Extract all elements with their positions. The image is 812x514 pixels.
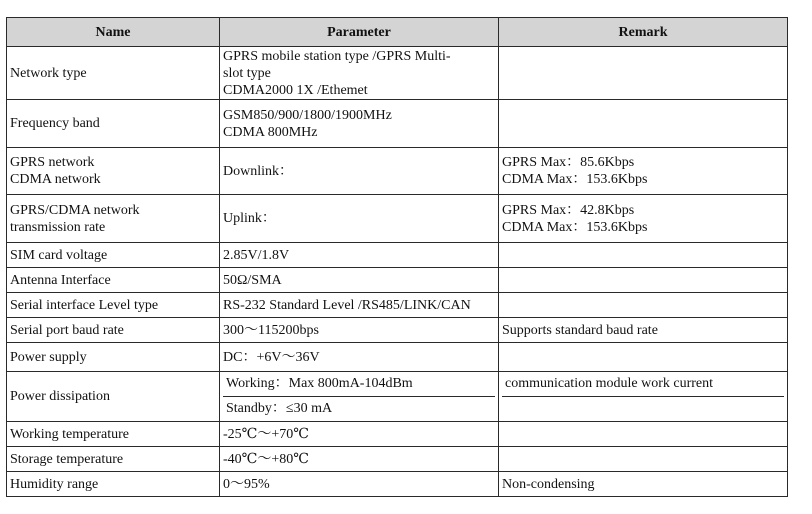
name-cell (7, 47, 220, 100)
remark-text: CDMA Max：153.6Kbps (502, 219, 648, 235)
name-text: Frequency band (10, 116, 100, 131)
parameter-cell (220, 293, 499, 318)
parameter-cell (220, 268, 499, 293)
remark-cell (499, 293, 788, 318)
remark-cell (499, 100, 788, 148)
remark-cell (499, 447, 788, 472)
parameter-cell (220, 100, 499, 148)
name-text: Serial port baud rate (10, 322, 124, 338)
parameter-text: Working：Max 800mA-104dBm (226, 376, 413, 391)
name-cell (7, 343, 220, 372)
name-text: Power dissipation (10, 389, 110, 404)
remark-blank (502, 396, 784, 421)
remark-cell (499, 243, 788, 268)
name-cell (7, 472, 220, 497)
parameter-cell (220, 472, 499, 497)
remark-cell (499, 343, 788, 372)
table-row (7, 100, 788, 148)
parameter-text: CDMA 800MHz (223, 124, 318, 140)
parameter-cell (220, 243, 499, 268)
header-remark: Remark (499, 18, 788, 47)
parameter-text: RS-232 Standard Level /RS485/LINK/CAN (223, 297, 471, 313)
parameter-text: 50Ω/SMA (223, 272, 282, 288)
parameter-text: Standby：≤30 mA (223, 396, 495, 421)
parameter-text: 0～95% (223, 476, 270, 492)
table-row (7, 343, 788, 372)
remark-text: GPRS Max：85.6Kbps (502, 155, 635, 170)
header-row (7, 18, 788, 47)
remark-cell (499, 268, 788, 293)
name-text: transmission rate (10, 219, 106, 235)
table-row (7, 268, 788, 293)
remark-cell (499, 472, 788, 497)
table-row (7, 243, 788, 268)
parameter-text: -40℃～+80℃ (223, 451, 309, 467)
table-row (7, 318, 788, 343)
remark-cell (499, 148, 788, 195)
remark-cell (499, 195, 788, 243)
remark-text: Supports standard baud rate (502, 322, 658, 338)
table-row (7, 372, 788, 422)
remark-text: Non-condensing (502, 476, 595, 492)
parameter-cell (220, 343, 499, 372)
table-row (7, 47, 788, 100)
name-text: Network type (10, 65, 87, 81)
name-text: Working temperature (10, 426, 129, 442)
parameter-cell (220, 318, 499, 343)
remark-text: GPRS Max：42.8Kbps (502, 202, 635, 218)
name-text: Antenna Interface (10, 272, 111, 288)
name-text: GPRS network (10, 155, 95, 170)
header-name: Name (7, 18, 220, 47)
parameter-cell (220, 447, 499, 472)
table-row (7, 293, 788, 318)
table-row (7, 422, 788, 447)
name-cell (7, 195, 220, 243)
remark-cell (499, 318, 788, 343)
name-cell (7, 100, 220, 148)
name-text: CDMA network (10, 172, 101, 187)
name-cell (7, 268, 220, 293)
table-row (7, 472, 788, 497)
name-cell (7, 372, 220, 422)
parameter-cell (220, 422, 499, 447)
name-text: SIM card voltage (10, 247, 108, 263)
header-parameter: Parameter (220, 18, 499, 47)
parameter-cell (220, 148, 499, 195)
remark-text: communication module work current (505, 376, 713, 391)
parameter-text: GPRS mobile station type /GPRS Multi- (223, 48, 451, 64)
parameter-cell (220, 195, 499, 243)
parameter-cell (220, 47, 499, 100)
parameter-text: GSM850/900/1800/1900MHz (223, 107, 392, 123)
parameter-text: DC：+6V～36V (223, 349, 320, 365)
table-row (7, 195, 788, 243)
table-row (7, 148, 788, 195)
parameter-text: 2.85V/1.8V (223, 247, 290, 263)
parameter-cell (220, 372, 499, 422)
remark-cell (499, 422, 788, 447)
name-text: Power supply (10, 349, 87, 365)
parameter-text: Uplink： (223, 211, 276, 226)
name-cell (7, 148, 220, 195)
name-cell (7, 422, 220, 447)
spec-table (6, 17, 788, 497)
name-text: Humidity range (10, 476, 99, 492)
parameter-text: slot type (223, 65, 271, 81)
name-cell (7, 318, 220, 343)
name-text: GPRS/CDMA network (10, 202, 140, 218)
parameter-text: -25℃～+70℃ (223, 426, 309, 442)
name-text: Serial interface Level type (10, 297, 159, 313)
remark-cell (499, 47, 788, 100)
name-text: Storage temperature (10, 451, 124, 467)
parameter-text: CDMA2000 1X /Ethemet (223, 82, 368, 98)
name-cell (7, 243, 220, 268)
table-row (7, 447, 788, 472)
remark-cell (499, 372, 788, 422)
name-cell (7, 447, 220, 472)
parameter-text: 300～115200bps (223, 322, 319, 338)
parameter-text: Downlink： (223, 163, 293, 179)
remark-text: CDMA Max：153.6Kbps (502, 172, 648, 187)
name-cell (7, 293, 220, 318)
